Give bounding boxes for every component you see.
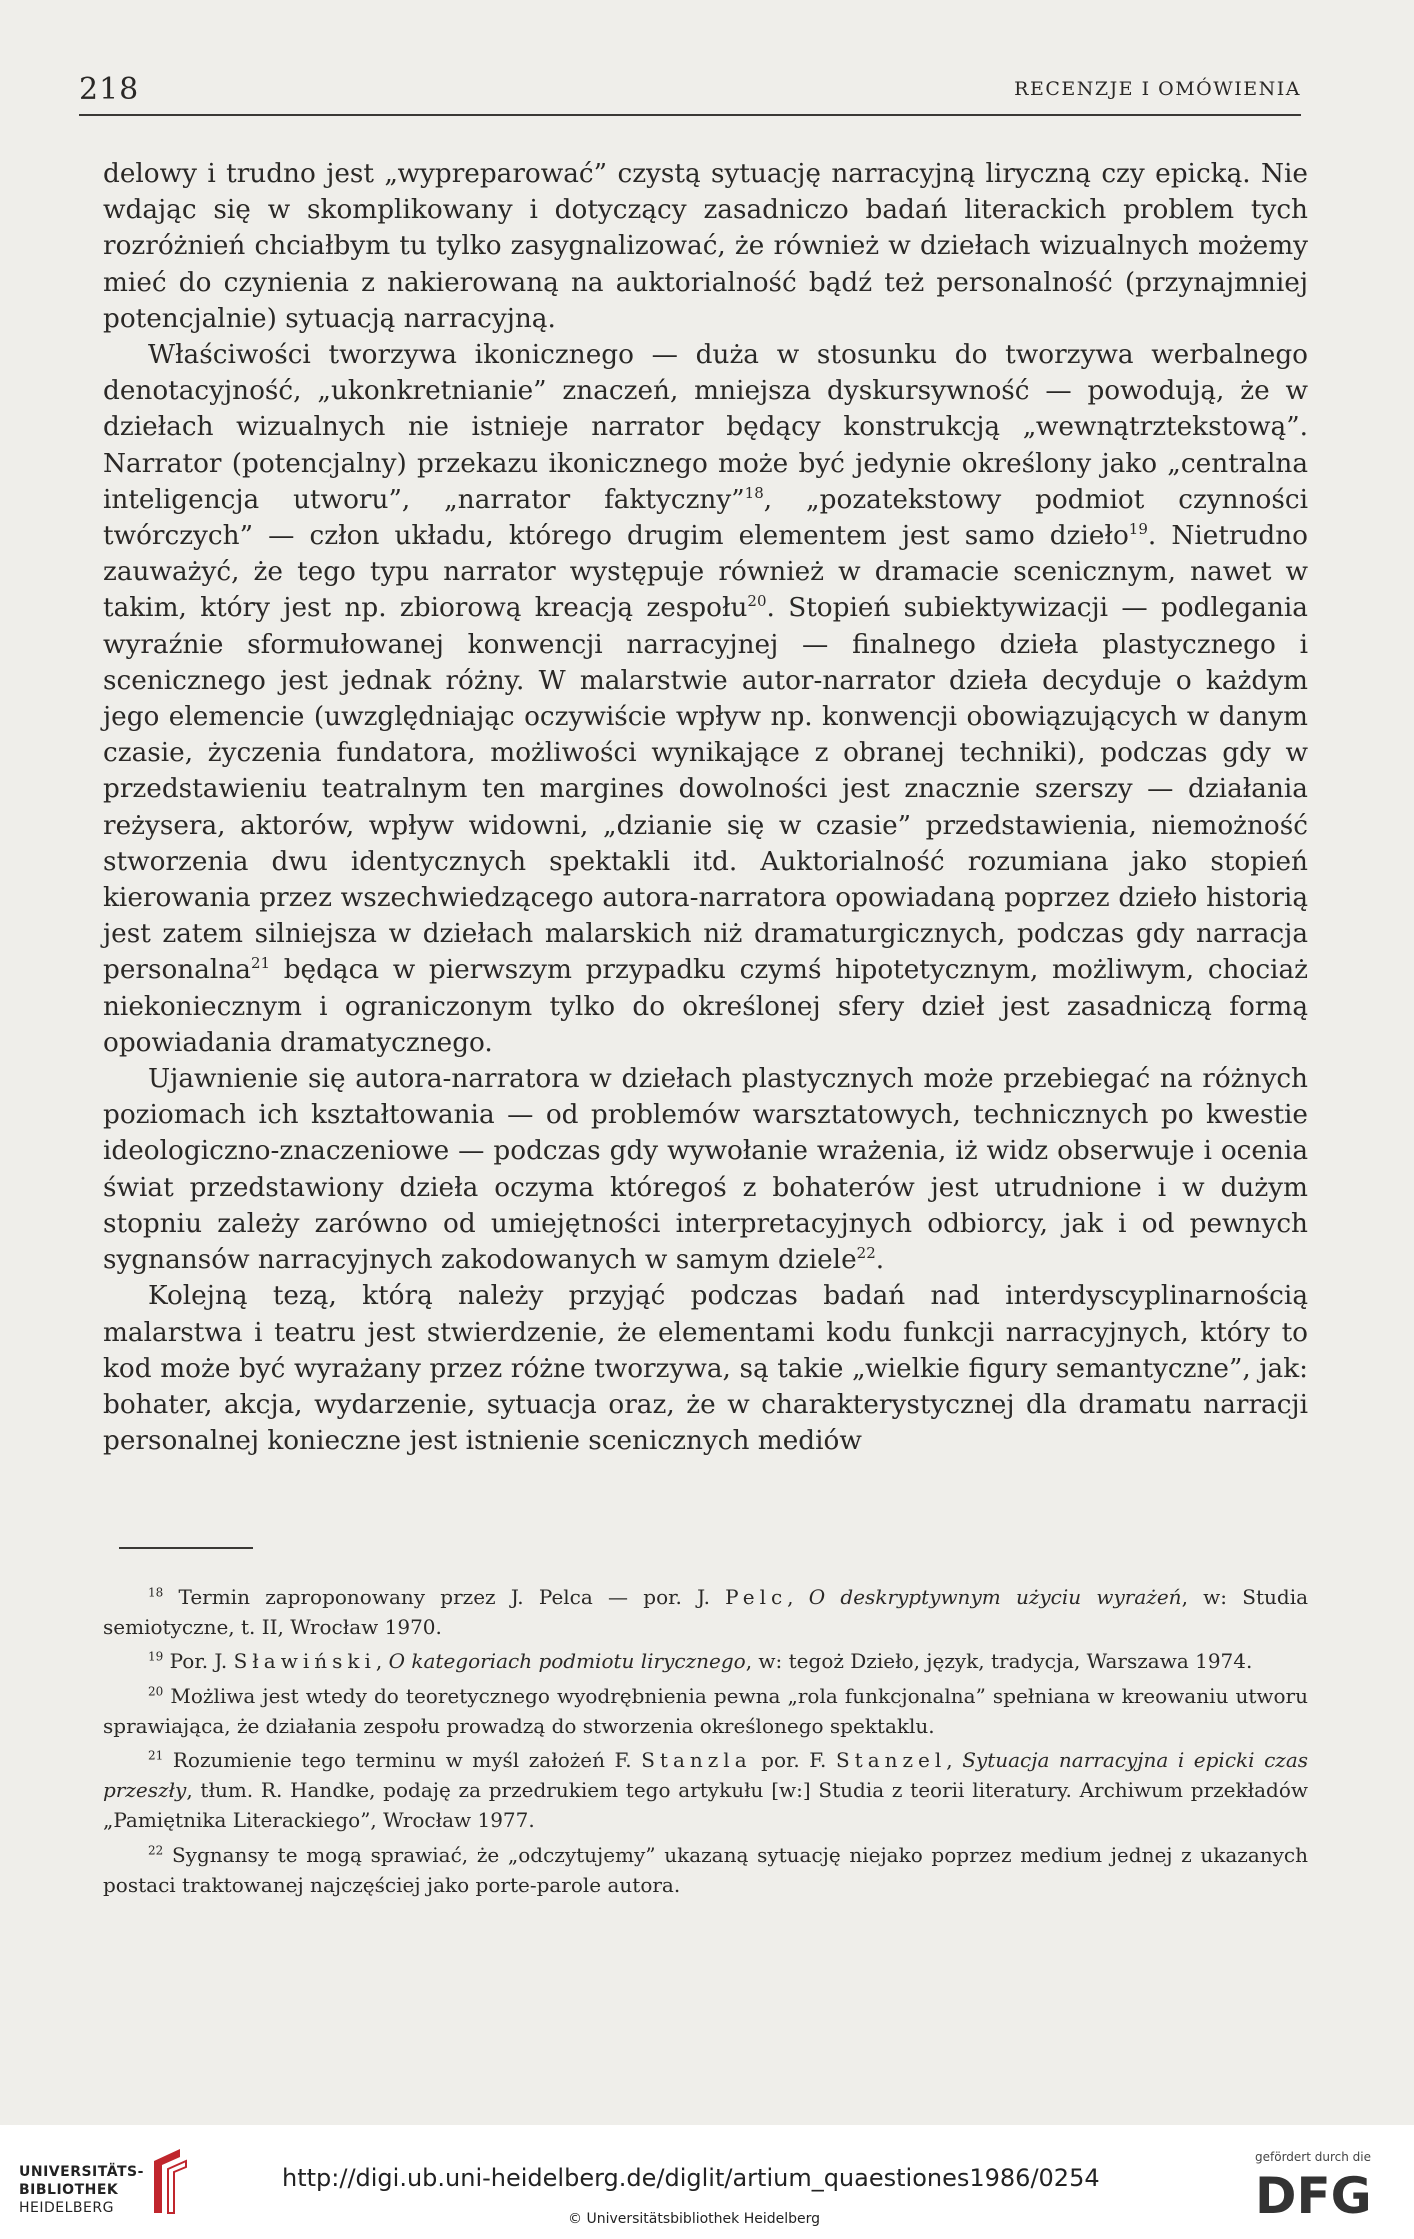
page-header [79, 68, 1301, 116]
body-text [103, 156, 1308, 1459]
running-head: RECENZJE I OMÓWIENIA [1014, 78, 1301, 100]
footnote-text: Rozumienie tego terminu w myśl założeń F. [172, 1748, 642, 1773]
viewer-footer [0, 2125, 1414, 2239]
library-name-line: HEIDELBERG [19, 2200, 114, 2216]
library-logo-icon [146, 2147, 190, 2217]
footnote-19 [103, 1646, 1308, 1676]
paragraph-text: . Stopień subiektywizacji — podlegania wyraźnie sformułowanej konwencji narracyjnej — finalnego dzieła plastycznego i scenicznego jest jednak różny. W malarstwie autor-narrator dzieła decyduje o każdym jego elemencie (uwzględniając oczywiście wpływ np. konwencji obowiązujących w danym czasie, życzenia fundatora, możliwości wynikające z obranej techniki), podczas gdy w przedstawieniu teatralnym ten margines dowolności jest znacznie szerszy — działania reżysera, aktorów, wpływ widowni, „dzianie się w czasie” przedstawienia, niemożność stworzenia dwu identycznych spektakli itd. Auktorialność rozumiana jako stopień kierowania przez wszechwiedzącego autora-narratora opowiadaną poprzez dzieło historią jest zatem silniejsza w dziełach malarskich niż dramaturgicznych, podczas gdy narracja personalna [103, 593, 1308, 986]
footnote-ref[interactable]: 22 [856, 1244, 876, 1263]
footnote-text: por. F. [751, 1748, 836, 1773]
footnote-20 [103, 1681, 1308, 1741]
dfg-logo-text: DFG [1255, 2167, 1372, 2223]
footnote-text: , [787, 1585, 809, 1609]
paragraph [103, 1278, 1308, 1459]
footnote-rule [119, 1547, 253, 1549]
page-number: 218 [79, 72, 140, 107]
footnote-18 [103, 1582, 1308, 1642]
paragraph-text: , „pozatekstowy podmiot czynności twórczych” — człon układu, którego drugim elementem jest samo dzieło [103, 484, 1308, 552]
footnote-ref[interactable]: 19 [1128, 520, 1148, 539]
footnote-number: 20 [148, 1683, 164, 1698]
paragraph-text: Ujawnienie się autora-narratora w dziełach plastycznych może przebiegać na różnych poziomach ich kształtowania — od problemów warsztatowych, technicznych po kwestie ideologiczno-znaczeniowe — podczas gdy wywołanie wrażenia, iż widz obserwuje i ocenia świat przedstawiony dzieła oczyma któregoś z bohaterów jest utrudnione i w dużym stopniu zależy zarówno od umiejętności interpretacyjnych odbiorcy, jak i od pewnych sygnansów narracyjnych zakodowanych w samym dziele [103, 1064, 1308, 1276]
paragraph [103, 337, 1308, 1061]
footnote-author: Stanzla [641, 1748, 752, 1773]
paragraph-text: Kolejną tezą, którą należy przyjąć podczas badań nad interdyscyplinarnością malarstwa i teatru jest stwierdzenie, że elementami kodu funkcji narracyjnych, który to kod może być wyrażany przez różne tworzywa, są takie „wielkie figury semantyczne”, jak: bohater, akcja, wydarzenie, sytuacja oraz, że w charakterystycznej dla dramatu narracji personalnej konieczne jest istnienie scenicznych mediów [103, 1281, 1308, 1457]
paragraph-text: będąca w pierwszym przypadku czymś hipotetycznym, możliwym, chociaż niekoniecznym i ograniczonym tylko do określonej sfery dzieł jest zasadniczą formą opowiadania dramatycznego. [103, 955, 1308, 1058]
footnote-text: Sygnansy te mogą sprawiać, że „odczytujemy” ukazaną sytuację niejako poprzez medium jednej z ukazanych postaci traktowanej najczęściej jako porte-parole autora. [103, 1842, 1309, 1897]
footnote-text: , w: tegoż Dzieło, język, tradycja, Warszawa 1974. [745, 1649, 1253, 1674]
paragraph-text: Właściwości tworzywa ikonicznego — duża w stosunku do tworzywa werbalnego denotacyjność, „ukonkretnianie” znaczeń, mniejsza dyskursywność — powodują, że w dziełach wizualnych nie istnieje narrator będący konstrukcją „wewnątrztekstową”. Narrator (potencjalny) przekazu ikonicznego może być jedynie określony jako „centralna inteligencja utworu”, „narrator faktyczny” [103, 340, 1308, 515]
paragraph-text: delowy i trudno jest „wypreparować” czystą sytuację narracyjną liryczną czy epicką. Nie wdając się w skomplikowany i dotyczący zasadniczo badań literackich problem tych rozróżnień chciałbym tu tylko zasygnalizować, że również w dziełach wizualnych możemy mieć do czynienia z nakierowaną na auktorialność bądź też personalność (przynajmniej potencjalnie) sytuacją narracyjną. [103, 159, 1308, 334]
footnote-author: Sławiński [233, 1649, 376, 1674]
paragraph [103, 1061, 1308, 1278]
library-name-line: UNIVERSITÄTS- [19, 2164, 144, 2180]
footnote-author: Stanzel [835, 1748, 947, 1773]
copyright-notice: © Universitätsbibliothek Heidelberg [568, 2211, 821, 2227]
footnote-text: Termin zaproponowany przez J. Pelca — por. J. [178, 1585, 726, 1609]
footnote-number: 18 [148, 1585, 164, 1600]
footnote-number: 22 [148, 1842, 164, 1857]
permalink-url[interactable]: http://digi.ub.uni-heidelberg.de/diglit/artium_quaestiones1986/0254 [282, 2164, 1100, 2192]
footnote-text: , [946, 1748, 963, 1773]
paragraph-text: . Nietrudno zauważyć, że tego typu narrator występuje również w dramacie scenicznym, nawet w takim, który jest np. zbiorową kreacją zespołu [103, 521, 1308, 624]
footnote-21 [103, 1745, 1308, 1836]
funding-note: gefördert durch die [1255, 2150, 1371, 2164]
sentence-end: . [875, 1245, 885, 1276]
paragraph [103, 156, 1308, 337]
footnote-text: Por. J. [169, 1649, 234, 1674]
footnote-number: 19 [148, 1649, 164, 1664]
footnote-ref[interactable]: 18 [744, 484, 764, 503]
footnote-title: O deskryptywnym użyciu wyrażeń [808, 1585, 1182, 1609]
dfg-logo [1255, 2167, 1375, 2223]
footnote-22 [103, 1840, 1308, 1900]
footnote-number: 21 [148, 1748, 164, 1763]
footnotes [103, 1582, 1308, 1900]
footnote-title: Sytuacja narracyjna i epicki czas przeszły [103, 1748, 1309, 1803]
library-logo-text [19, 2163, 144, 2217]
footnote-text: Możliwa jest wtedy do teoretycznego wyodrębnienia pewna „rola funkcjonalna” spełniana w kreowaniu utworu sprawiająca, że działania zespołu prowadzą do stworzenia określonego spektaklu. [103, 1683, 1309, 1738]
library-name-line: BIBLIOTHEK [19, 2182, 119, 2198]
footnote-author: Pelc [725, 1585, 788, 1609]
footnote-ref[interactable]: 21 [250, 954, 271, 973]
footnote-text: , w: Studia semiotyczne, t. II, Wrocław 1970. [103, 1585, 1309, 1640]
footnote-ref[interactable]: 20 [747, 592, 767, 611]
footnote-text: , [375, 1649, 389, 1674]
footnote-title: O kategoriach podmiotu lirycznego [388, 1649, 746, 1674]
footnote-text: , tłum. R. Handke, podaję za przedrukiem tego artykułu [w:] Studia z teorii literatury. Archiwum przekładów „Pamiętnika Literackiego”, Wrocław 1977. [103, 1778, 1308, 1833]
